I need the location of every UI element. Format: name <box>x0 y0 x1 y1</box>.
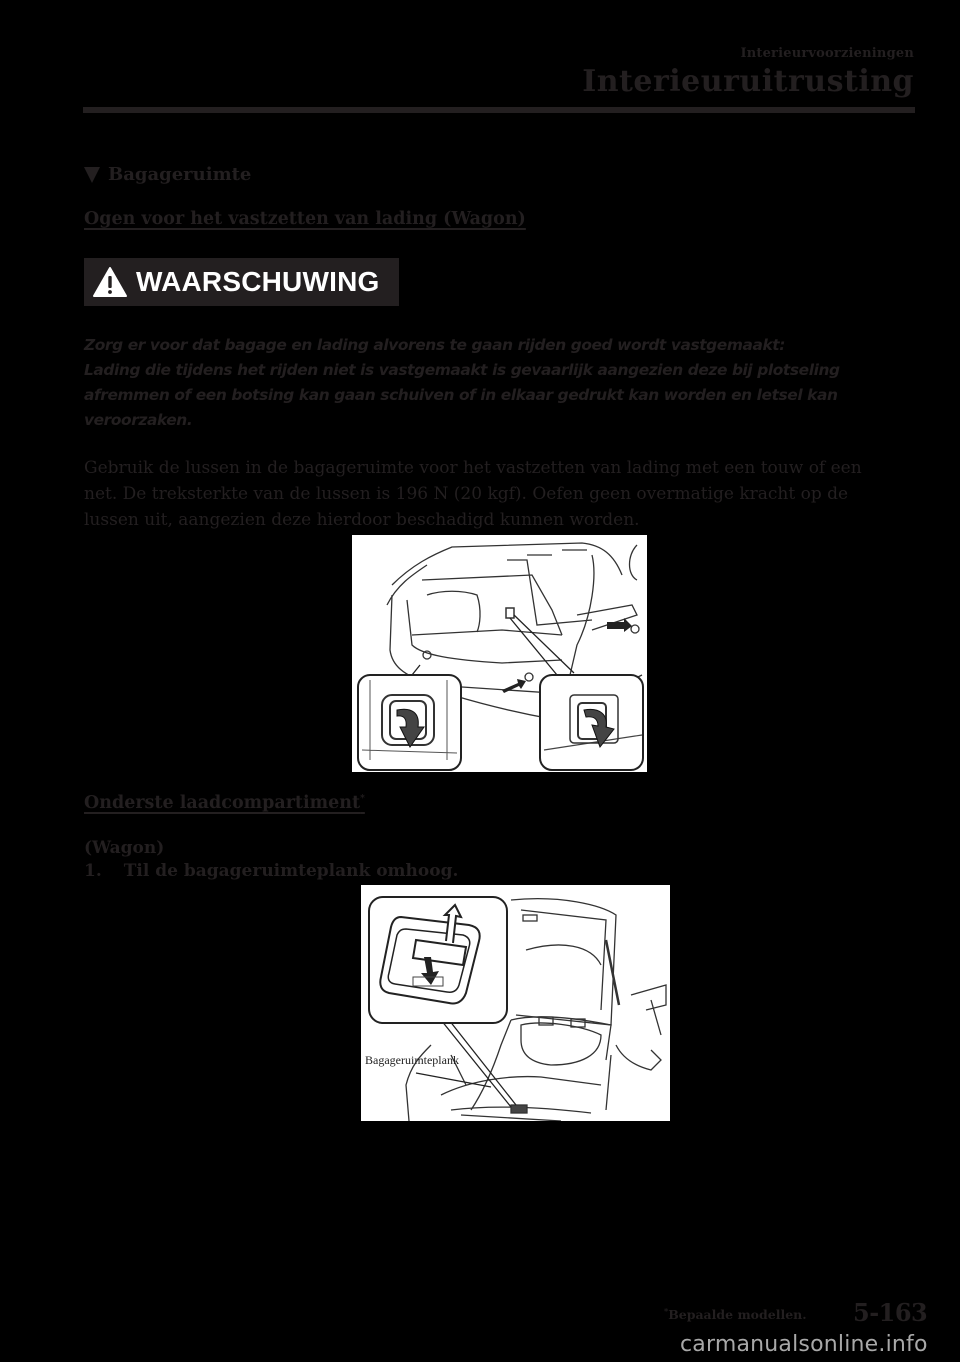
body-line: net. De treksterkte van de lussen is 196 N (20 kgf). Oefen geen overmatige kracht op de <box>84 484 849 504</box>
warning-label: WAARSCHUWING <box>136 266 380 297</box>
body-line: lussen uit, aangezien deze hierdoor beschadigd kunnen worden. <box>84 510 640 530</box>
warning-banner <box>84 258 399 306</box>
triangle-down-icon <box>84 167 100 183</box>
warning-triangle-icon <box>92 266 128 298</box>
cargo-hooks-illustration <box>352 535 647 772</box>
warning-text <box>84 333 924 433</box>
section-title: Bagageruimte <box>108 164 252 185</box>
page-number: 5-163 <box>853 1298 928 1327</box>
section-heading <box>84 164 251 185</box>
figure-luggage-board <box>361 885 670 1121</box>
warning-line: Zorg er voor dat bagage en lading alvorens te gaan rijden goed wordt vastgemaakt: <box>84 336 785 354</box>
header-section-label: Interieurvoorzieningen <box>740 46 914 61</box>
footnote <box>664 1306 807 1322</box>
footnote-mark: * <box>664 1306 669 1316</box>
footnote-asterisk: * <box>360 794 365 805</box>
footnote-text: Bepaalde modellen. <box>668 1307 807 1323</box>
warning-line: afremmen of een botsing kan gaan schuiven of in elkaar gedrukt kan worden en letsel kan <box>84 386 838 404</box>
step-item <box>84 861 458 881</box>
figure-cargo-hooks <box>352 535 647 772</box>
page-title: Interieuruitrusting <box>582 64 914 99</box>
subsection-title-tie-down: Ogen voor het vastzetten van lading (Wagon) <box>84 209 526 229</box>
subsection-title-text: Onderste laadcompartiment <box>84 793 361 813</box>
subsection-title-lower-compartment <box>84 793 365 813</box>
header-rule <box>83 107 915 113</box>
variant-label: (Wagon) <box>84 838 165 858</box>
callout-label: Bagageruimteplank <box>365 1053 459 1067</box>
watermark: carmanualsonline.info <box>680 1332 928 1357</box>
step-number: 1. <box>84 861 102 881</box>
body-line: Gebruik de lussen in de bagageruimte voor het vastzetten van lading met een touw of een <box>84 458 862 478</box>
warning-line: Lading die tijdens het rijden niet is vastgemaakt is gevaarlijk aangezien deze bij plotseling <box>84 361 840 379</box>
step-text: Til de bagageruimteplank omhoog. <box>123 861 459 881</box>
warning-line: veroorzaken. <box>84 411 193 429</box>
body-paragraph <box>84 455 862 533</box>
luggage-board-illustration <box>361 885 670 1121</box>
